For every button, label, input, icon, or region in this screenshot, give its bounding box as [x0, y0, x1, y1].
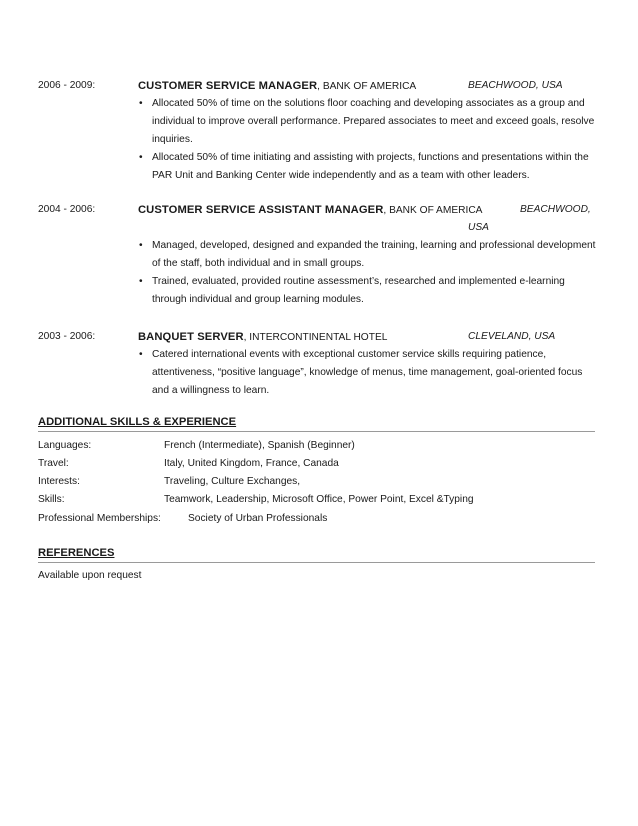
- bullet-icon: •: [139, 276, 143, 287]
- job-location: CLEVELAND, USA: [468, 331, 556, 342]
- bullet-icon: •: [139, 240, 143, 251]
- skill-value: Society of Urban Professionals: [188, 513, 328, 524]
- skill-label: Interests:: [38, 476, 80, 487]
- bullet-icon: •: [139, 98, 143, 109]
- job-entry: [38, 328, 598, 396]
- job-title-line: [138, 328, 387, 347]
- job-bullet: [138, 346, 596, 400]
- job-title-line: [138, 201, 482, 220]
- job-title: CUSTOMER SERVICE ASSISTANT MANAGER: [138, 204, 384, 216]
- job-header: [38, 201, 598, 233]
- job-employer: , BANK OF AMERICA: [383, 205, 483, 216]
- job-title: CUSTOMER SERVICE MANAGER: [138, 80, 318, 92]
- job-dates: 2003 - 2006:: [38, 331, 96, 342]
- job-header: [38, 77, 598, 95]
- job-dates: 2006 - 2009:: [38, 80, 96, 91]
- skills-heading: ADDITIONAL SKILLS & EXPERIENCE: [38, 415, 595, 432]
- job-entry: [38, 77, 598, 181]
- job-bullet-text: Managed, developed, designed and expanded the training, learning and professional development of the staff, both individual and in small groups.: [152, 240, 596, 269]
- skill-value: Italy, United Kingdom, France, Canada: [164, 458, 339, 469]
- job-bullet: [138, 237, 596, 273]
- job-bullet: [138, 149, 596, 185]
- skill-value: French (Intermediate), Spanish (Beginner): [164, 440, 355, 451]
- skill-label: Skills:: [38, 494, 65, 505]
- job-bullet: [138, 273, 596, 309]
- job-header: [38, 328, 598, 346]
- job-title: BANQUET SERVER: [138, 331, 244, 343]
- job-employer: , BANK OF AMERICA: [317, 81, 417, 92]
- job-title-line: [138, 77, 416, 96]
- job-bullet-text: Catered international events with exceptional customer service skills requiring patience, attentiveness, “positive language”, knowledge of menus, time management, goal-oriented focus and a willingness to learn.: [152, 349, 583, 396]
- bullet-icon: •: [139, 152, 143, 163]
- job-bullet-list: [138, 95, 596, 185]
- skill-value: Teamwork, Leadership, Microsoft Office, Power Point, Excel &Typing: [164, 494, 474, 505]
- job-employer: , INTERCONTINENTAL HOTEL: [243, 332, 388, 343]
- references-heading: REFERENCES: [38, 546, 595, 563]
- job-bullet-text: Allocated 50% of time on the solutions floor coaching and developing associates as a group and individual to improve overall performance. Prepared associates to meet and exceed goals, resolve inquiries.: [152, 98, 595, 145]
- references-text: Available upon request: [38, 570, 142, 581]
- job-location: BEACHWOOD, USA: [468, 204, 591, 233]
- job-bullet-text: Allocated 50% of time initiating and assisting with projects, functions and presentations within the PAR Unit and Banking Center wide independently and as a team with other leaders.: [152, 152, 589, 181]
- skill-label: Travel:: [38, 458, 69, 469]
- job-location: BEACHWOOD, USA: [468, 80, 563, 91]
- job-dates: 2004 - 2006:: [38, 204, 96, 215]
- skill-label: Languages:: [38, 440, 92, 451]
- skill-value: Traveling, Culture Exchanges,: [164, 476, 301, 487]
- job-entry: [38, 201, 598, 305]
- job-bullet: [138, 95, 596, 149]
- job-bullet-text: Trained, evaluated, provided routine assessment’s, researched and implemented e-learning through individual and group learning modules.: [152, 276, 565, 305]
- job-bullet-list: [138, 346, 596, 400]
- job-bullet-list: [138, 237, 596, 309]
- skill-label: Professional Memberships:: [38, 513, 161, 524]
- bullet-icon: •: [139, 349, 143, 360]
